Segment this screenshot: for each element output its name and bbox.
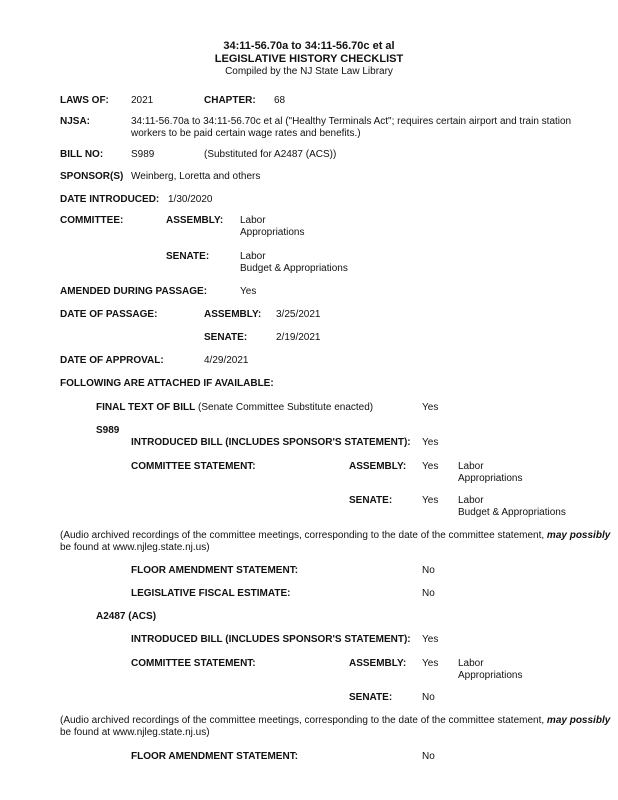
a2487-heading: A2487 (ACS) [96, 611, 157, 622]
audio-note-1-emphasis: may possibly [546, 530, 611, 541]
compiled-by: Compiled by the NJ State Law Library [225, 66, 393, 77]
final-text-value: Yes [422, 402, 439, 413]
committee-assembly-1: Labor [240, 215, 266, 226]
passage-assembly-value: 3/25/2021 [276, 309, 321, 320]
final-text-note: (Senate Committee Substitute enacted) [198, 402, 374, 413]
amended-label: AMENDED DURING PASSAGE: [60, 286, 208, 297]
s989-senate-label: SENATE: [349, 495, 393, 506]
passage-label: DATE OF PASSAGE: [60, 309, 158, 320]
bill-no-label: BILL NO: [60, 149, 104, 160]
audio-note-2-text: (Audio archived recordings of the committee meetings, corresponding to the date of the committee statement, [60, 715, 547, 726]
committee-senate-1: Labor [240, 251, 266, 262]
audio-note-1-text: (Audio archived recordings of the committee meetings, corresponding to the date of the committee statement, [60, 530, 547, 541]
a2487-floor-value: No [422, 751, 435, 762]
a2487-assembly-value: Yes [422, 658, 439, 669]
amended-value: Yes [240, 286, 257, 297]
sponsor-value: Weinberg, Loretta and others [131, 171, 261, 182]
s989-introduced-label: INTRODUCED BILL (INCLUDES SPONSOR'S STATEMENT): [131, 437, 411, 448]
audio-note-2-line1 [60, 715, 610, 727]
approval-value: 4/29/2021 [204, 355, 249, 366]
s989-senate-value: Yes [422, 495, 439, 506]
committee-assembly-2: Appropriations [240, 227, 305, 238]
njsa-label: NJSA: [60, 116, 91, 127]
audio-note-1-line2: be found at www.njleg.state.nj.us) [60, 542, 210, 553]
passage-assembly-label: ASSEMBLY: [204, 309, 262, 320]
final-text-label: FINAL TEXT OF BILL [96, 402, 196, 413]
a2487-introduced-label: INTRODUCED BILL (INCLUDES SPONSOR'S STATEMENT): [131, 634, 411, 645]
s989-fiscal-label: LEGISLATIVE FISCAL ESTIMATE: [131, 588, 291, 599]
s989-committee-label: COMMITTEE STATEMENT: [131, 461, 256, 472]
laws-of-label: LAWS OF: [60, 95, 109, 106]
s989-senate-committee-1: Labor [458, 495, 484, 506]
s989-assembly-label: ASSEMBLY: [349, 461, 407, 472]
audio-note-1-line1 [60, 530, 610, 542]
bill-no-note: (Substituted for A2487 (ACS)) [204, 149, 337, 160]
passage-senate-value: 2/19/2021 [276, 332, 321, 343]
s989-fiscal-value: No [422, 588, 435, 599]
a2487-committee-label: COMMITTEE STATEMENT: [131, 658, 256, 669]
s989-assembly-committee-2: Appropriations [458, 473, 523, 484]
a2487-introduced-value: Yes [422, 634, 439, 645]
chapter-label: CHAPTER: [204, 95, 256, 106]
date-introduced-value: 1/30/2020 [168, 194, 213, 205]
s989-assembly-value: Yes [422, 461, 439, 472]
committee-assembly-label: ASSEMBLY: [166, 215, 224, 226]
committee-senate-2: Budget & Appropriations [240, 263, 348, 274]
njsa-value-line1: 34:11-56.70a to 34:11-56.70c et al ("Healthy Terminals Act"; requires certain airport and train station [131, 116, 572, 127]
audio-note-2-line2: be found at www.njleg.state.nj.us) [60, 727, 210, 738]
passage-senate-label: SENATE: [204, 332, 248, 343]
s989-floor-value: No [422, 565, 435, 576]
date-introduced-label: DATE INTRODUCED: [60, 194, 160, 205]
bill-no-value: S989 [131, 149, 155, 160]
s989-introduced-value: Yes [422, 437, 439, 448]
s989-heading: S989 [96, 425, 120, 436]
audio-note-2-emphasis: may possibly [546, 715, 611, 726]
s989-floor-label: FLOOR AMENDMENT STATEMENT: [131, 565, 299, 576]
s989-assembly-committee-1: Labor [458, 461, 484, 472]
chapter-value: 68 [274, 95, 286, 106]
a2487-senate-label: SENATE: [349, 692, 393, 703]
sponsor-label: SPONSOR(S) [60, 171, 124, 182]
njsa-value-line2: workers to be paid certain wage rates and benefits.) [131, 128, 361, 139]
committee-senate-label: SENATE: [166, 251, 210, 262]
approval-label: DATE OF APPROVAL: [60, 355, 164, 366]
laws-of-value: 2021 [131, 95, 154, 106]
a2487-assembly-label: ASSEMBLY: [349, 658, 407, 669]
attached-heading: FOLLOWING ARE ATTACHED IF AVAILABLE: [60, 378, 274, 389]
s989-senate-committee-2: Budget & Appropriations [458, 507, 566, 518]
a2487-assembly-committee-2: Appropriations [458, 670, 523, 681]
a2487-assembly-committee-1: Labor [458, 658, 484, 669]
a2487-senate-value: No [422, 692, 435, 703]
final-text-row [96, 402, 373, 414]
committee-label: COMMITTEE: [60, 215, 124, 226]
page-title: 34:11-56.70a to 34:11-56.70c et al [223, 40, 395, 52]
checklist-title: LEGISLATIVE HISTORY CHECKLIST [214, 53, 404, 65]
a2487-floor-label: FLOOR AMENDMENT STATEMENT: [131, 751, 299, 762]
